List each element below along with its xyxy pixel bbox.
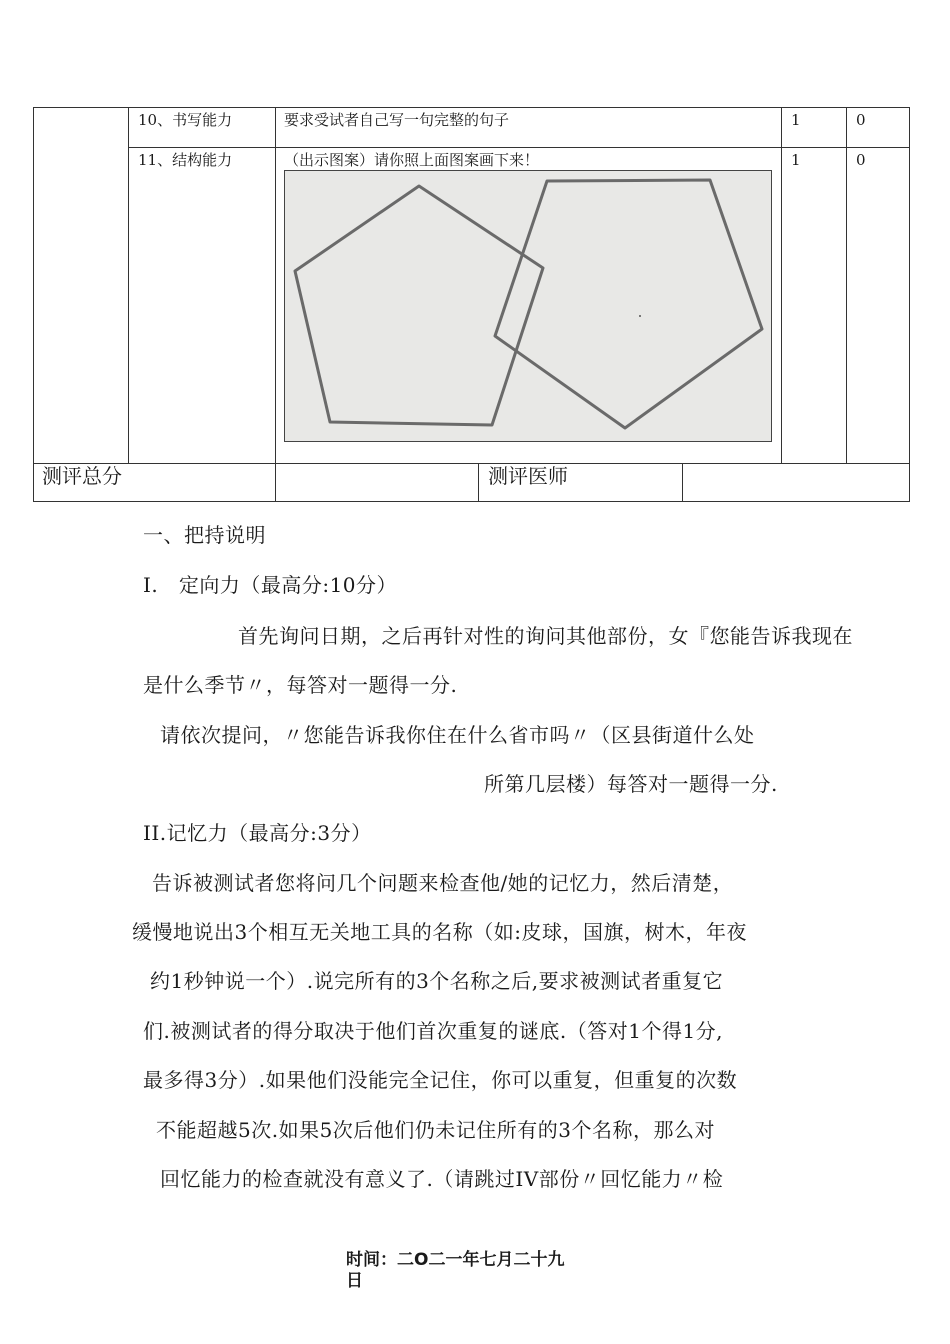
footer-date-line1: 时间：二O二一年七月二十九: [346, 1250, 565, 1270]
p3-line6: 不能超越5次.如果5次后他们仍未记住所有的3个名称，那么对: [156, 1118, 716, 1142]
row11-description: （出示图案）请你照上面图案画下来！: [284, 151, 540, 169]
instructions-heading: 一、把持说明: [143, 523, 266, 547]
p3-line2: 缓慢地说出3个相互无关地工具的名称（如:皮球，国旗，树木，年夜: [132, 920, 747, 944]
row11-score-min: 0: [856, 151, 866, 169]
p1-line1: 首先询问日期，之后再针对性的询问其他部份，女『您能告诉我现在: [238, 624, 853, 648]
p3-line7: 回忆能力的检查就没有意义了.（请跳过IV部份〃回忆能力〃检: [160, 1167, 724, 1191]
summary-divider-2: [682, 463, 683, 502]
row10-item: 10、书写能力: [138, 111, 233, 129]
row10-score-max: 1: [791, 111, 801, 129]
total-score-label: 测评总分: [42, 464, 122, 488]
right-pentagon: [495, 180, 762, 428]
col-divider-3: [781, 107, 782, 463]
col-divider-2: [275, 107, 276, 502]
table-right-border: [909, 107, 910, 502]
pentagons-drawing: [285, 171, 771, 441]
summary-divider-1: [478, 463, 479, 502]
summary-top-border: [33, 463, 910, 464]
row11-score-max: 1: [791, 151, 801, 169]
p1-line2: 是什么季节〃，每答对一题得一分.: [143, 673, 458, 697]
p3-line5: 最多得3分）.如果他们没能完全记住，你可以重复，但重复的次数: [143, 1068, 738, 1092]
p3-line3: 约1秒钟说一个）.说完所有的3个名称之后,要求被测试者重复它: [150, 969, 724, 993]
p2-line1: 请依次提问，〃您能告诉我你住在什么省市吗〃（区县街道什么处: [160, 723, 755, 747]
intersecting-pentagons-figure: [284, 170, 772, 442]
table-bottom-border: [33, 501, 910, 502]
p2-line2: 所第几层楼）每答对一题得一分.: [484, 772, 778, 796]
col-divider-1: [128, 107, 129, 463]
section1-title: I. 定向力（最高分:10分）: [143, 573, 398, 597]
col-divider-4: [846, 107, 847, 463]
stray-dot: [639, 315, 641, 317]
row-divider: [128, 147, 910, 148]
row10-score-min: 0: [856, 111, 866, 129]
table-top-border: [33, 107, 910, 108]
row11-item: 11、结构能力: [138, 151, 233, 169]
row10-description: 要求受试者自己写一句完整的句子: [284, 111, 510, 129]
table-left-border: [33, 107, 34, 502]
doctor-label: 测评医师: [488, 464, 568, 488]
footer-date-line2: 日: [346, 1271, 363, 1291]
section2-title: II.记忆力（最高分:3分）: [143, 821, 372, 845]
p3-line1: 告诉被测试者您将问几个问题来检查他/她的记忆力，然后清楚，: [152, 871, 734, 895]
p3-line4: 们.被测试者的得分取决于他们首次重复的谜底.（答对1个得1分,: [143, 1019, 724, 1043]
